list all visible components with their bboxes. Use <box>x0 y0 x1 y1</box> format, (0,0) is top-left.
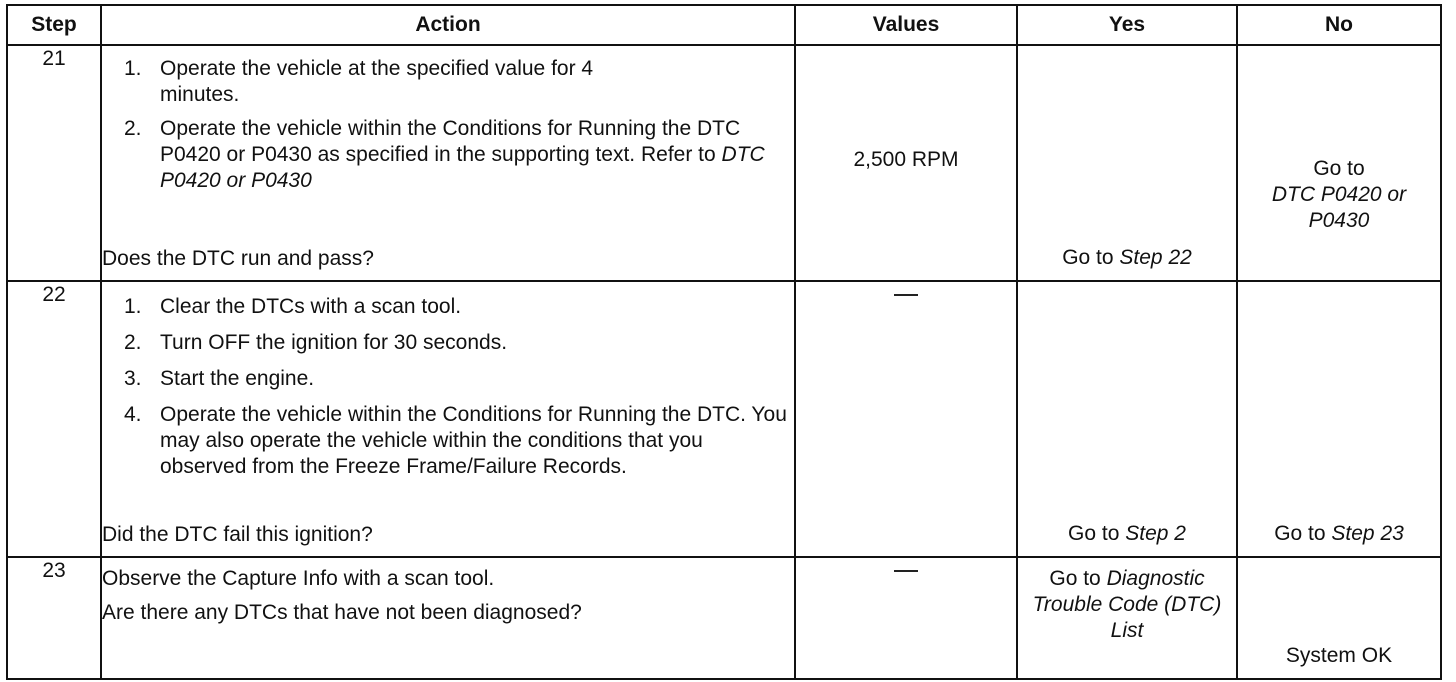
yes-cell <box>1017 557 1237 679</box>
yes-prefix: Go to <box>1049 567 1101 590</box>
action-cell <box>101 45 795 281</box>
no-prefix: Go to <box>1313 157 1365 180</box>
step-item-number: 4. <box>124 403 142 426</box>
action-step <box>102 294 794 320</box>
action-cell <box>101 557 795 679</box>
yes-result <box>1018 558 1236 644</box>
yes-prefix: Go to <box>1062 246 1114 269</box>
dtc-list-link[interactable]: Diagnostic Trouble Code (DTC) List <box>1032 567 1222 642</box>
not-applicable-dash <box>894 570 918 572</box>
question-text: Does the DTC run and pass? <box>102 247 374 270</box>
header-action: Action <box>101 5 795 45</box>
header-row <box>7 5 1441 45</box>
step-number: 22 <box>7 281 101 557</box>
no-cell <box>1237 45 1441 281</box>
value-text: 2,500 RPM <box>853 148 959 171</box>
action-line: Observe the Capture Info with a scan tool. <box>102 567 495 590</box>
action-step <box>102 116 794 194</box>
step-item-text: Operate the vehicle within the Conditions for Running the DTC. You may also operate the vehicle within the conditions that you observed from the Freeze Frame/Failure Records. <box>160 403 787 478</box>
step-item-number: 3. <box>124 367 142 390</box>
step-item-text: Turn OFF the ignition for 30 seconds. <box>160 331 508 354</box>
action-steps <box>102 46 794 194</box>
yes-cell <box>1017 281 1237 557</box>
no-result: System OK <box>1285 644 1393 667</box>
step-item-text: Clear the DTCs with a scan tool. <box>160 295 462 318</box>
table-row-21 <box>7 45 1441 281</box>
yes-step-link[interactable]: Step 22 <box>1119 246 1192 269</box>
action-step <box>102 402 794 480</box>
question-text: Did the DTC fail this ignition? <box>102 523 373 546</box>
table-row-22 <box>7 281 1441 557</box>
action-cell <box>101 281 795 557</box>
no-result <box>1238 46 1440 234</box>
step-item-text: Operate the vehicle at the specified value for 4 minutes. <box>160 57 594 106</box>
value-cell <box>795 45 1017 281</box>
no-result <box>1238 521 1440 547</box>
step-item-text: Start the engine. <box>160 367 315 390</box>
step-number: 21 <box>7 45 101 281</box>
dtc-reference-link[interactable]: DTC P0420 or P0430 <box>160 143 765 192</box>
no-prefix: Go to <box>1274 522 1326 545</box>
step-item-number: 2. <box>124 117 142 140</box>
value-cell <box>795 281 1017 557</box>
action-step <box>102 56 794 108</box>
no-cell <box>1237 557 1441 679</box>
not-applicable-dash <box>894 294 918 296</box>
no-step-link[interactable]: Step 23 <box>1331 522 1404 545</box>
action-step <box>102 330 794 356</box>
yes-result <box>1018 521 1236 547</box>
yes-result <box>1018 245 1236 271</box>
header-no: No <box>1237 5 1441 45</box>
header-yes: Yes <box>1017 5 1237 45</box>
step-item-text: Operate the vehicle within the Conditions for Running the DTC P0420 or P0430 as specified in the supporting text. Refer to <box>160 117 741 166</box>
header-step: Step <box>7 5 101 45</box>
step-item-number: 1. <box>124 295 142 318</box>
header-values: Values <box>795 5 1017 45</box>
no-cell <box>1237 281 1441 557</box>
step-item-number: 1. <box>124 57 142 80</box>
action-steps <box>102 282 794 480</box>
value-cell <box>795 557 1017 679</box>
table-row-23 <box>7 557 1441 679</box>
step-item-number: 2. <box>124 331 142 354</box>
step-number: 23 <box>7 557 101 679</box>
question-text: Are there any DTCs that have not been diagnosed? <box>102 601 582 624</box>
yes-prefix: Go to <box>1068 522 1120 545</box>
action-step <box>102 366 794 392</box>
diagnostic-table <box>6 4 1442 680</box>
no-dtc-link[interactable]: DTC P0420 or P0430 <box>1271 183 1407 232</box>
yes-step-link[interactable]: Step 2 <box>1125 522 1186 545</box>
yes-cell <box>1017 45 1237 281</box>
